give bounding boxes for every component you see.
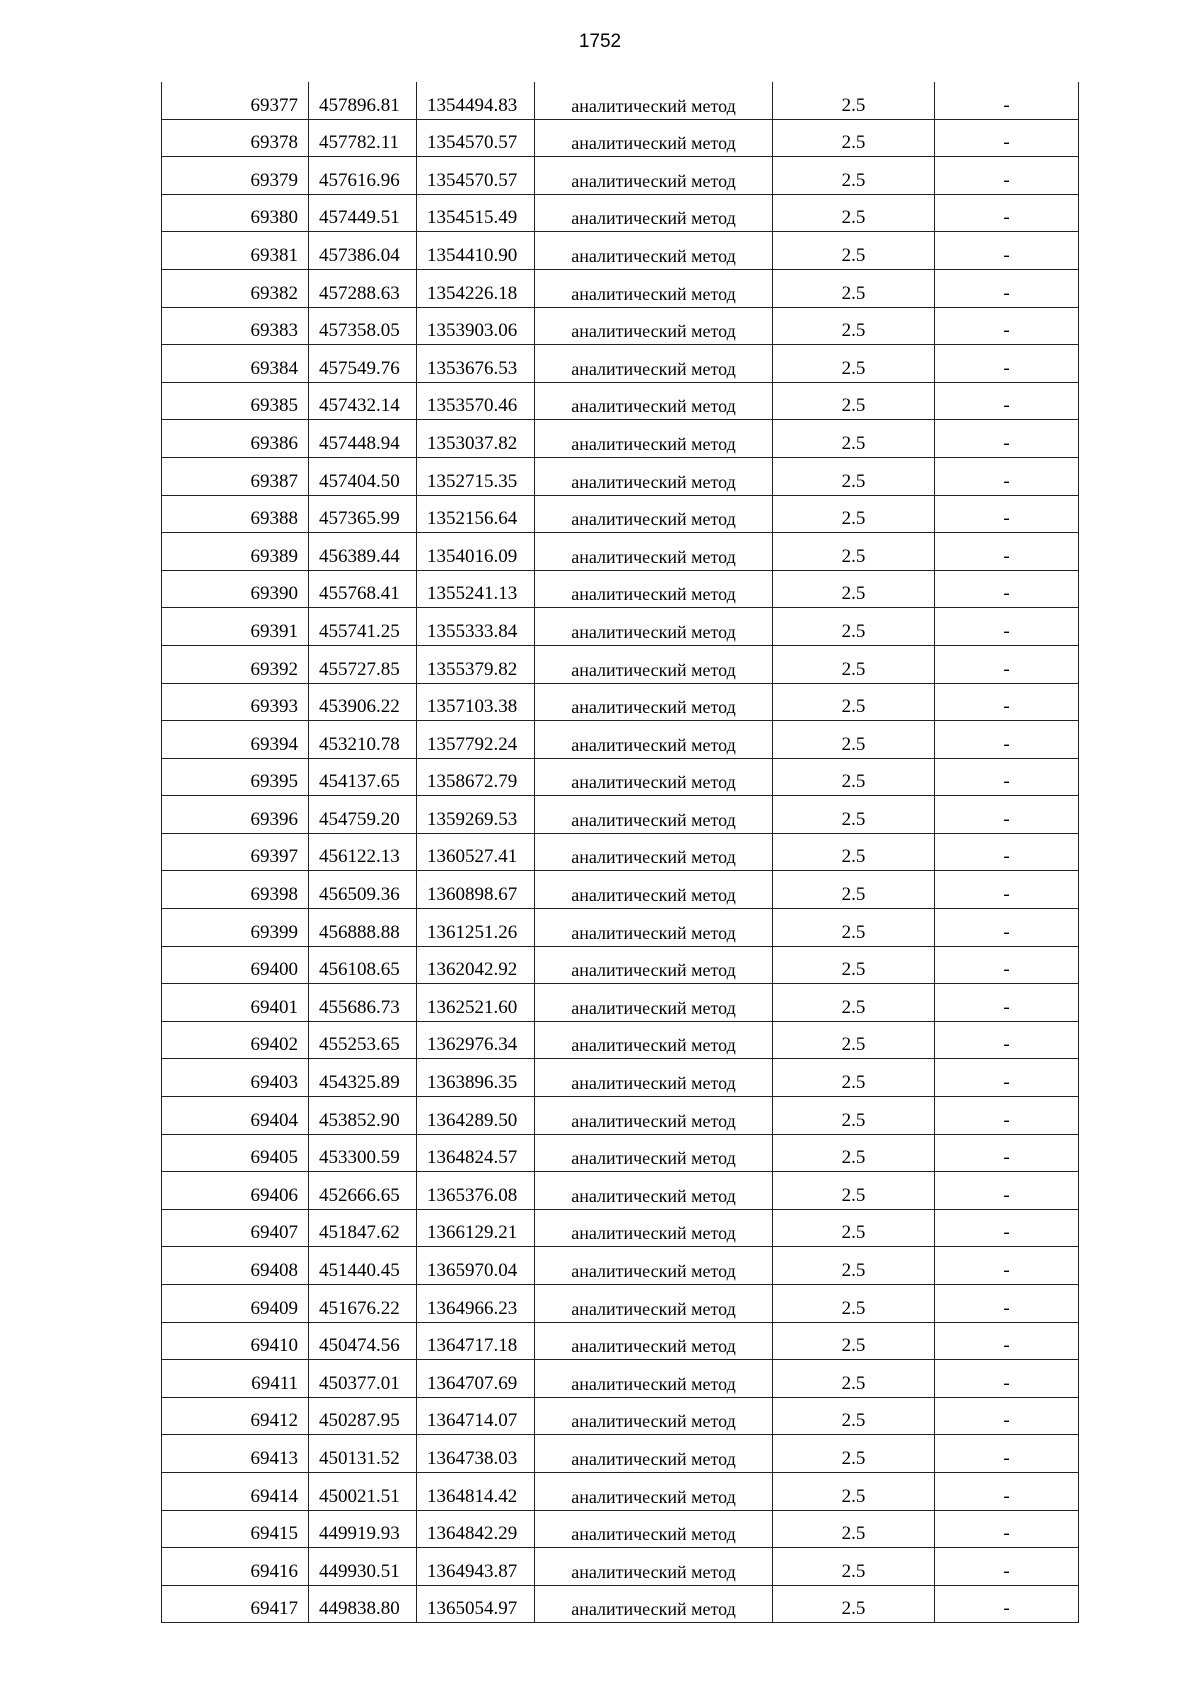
x-coordinate-cell: 455727.85	[309, 645, 417, 683]
table-row	[162, 1285, 1079, 1323]
point-number-cell: 69383	[162, 307, 309, 345]
x-coordinate-cell: 455768.41	[309, 570, 417, 608]
method-cell: аналитический метод	[535, 1472, 773, 1510]
method-cell: аналитический метод	[535, 382, 773, 420]
note-cell: -	[935, 871, 1079, 909]
method-cell: аналитический метод	[535, 345, 773, 383]
point-number-cell: 69379	[162, 157, 309, 195]
table-row	[162, 1397, 1079, 1435]
table-row	[162, 796, 1079, 834]
precision-cell: 2.5	[773, 495, 935, 533]
point-number-cell: 69410	[162, 1322, 309, 1360]
y-coordinate-cell: 1364814.42	[417, 1472, 535, 1510]
precision-cell: 2.5	[773, 796, 935, 834]
method-cell: аналитический метод	[535, 1021, 773, 1059]
y-coordinate-cell: 1354494.83	[417, 82, 535, 119]
note-cell: -	[935, 909, 1079, 947]
note-cell: -	[935, 570, 1079, 608]
y-coordinate-cell: 1366129.21	[417, 1209, 535, 1247]
method-cell: аналитический метод	[535, 909, 773, 947]
x-coordinate-cell: 457288.63	[309, 269, 417, 307]
y-coordinate-cell: 1364943.87	[417, 1548, 535, 1586]
method-cell: аналитический метод	[535, 420, 773, 458]
table-row	[162, 758, 1079, 796]
table-row	[162, 82, 1079, 119]
precision-cell: 2.5	[773, 420, 935, 458]
point-number-cell: 69406	[162, 1172, 309, 1210]
x-coordinate-cell: 457365.99	[309, 495, 417, 533]
x-coordinate-cell: 457404.50	[309, 457, 417, 495]
note-cell: -	[935, 758, 1079, 796]
y-coordinate-cell: 1355379.82	[417, 645, 535, 683]
note-cell: -	[935, 645, 1079, 683]
y-coordinate-cell: 1362521.60	[417, 984, 535, 1022]
precision-cell: 2.5	[773, 1097, 935, 1135]
x-coordinate-cell: 453852.90	[309, 1097, 417, 1135]
table-row	[162, 345, 1079, 383]
table-row	[162, 570, 1079, 608]
precision-cell: 2.5	[773, 1585, 935, 1623]
x-coordinate-cell: 450474.56	[309, 1322, 417, 1360]
note-cell: -	[935, 1021, 1079, 1059]
x-coordinate-cell: 457616.96	[309, 157, 417, 195]
y-coordinate-cell: 1364738.03	[417, 1435, 535, 1473]
table-row	[162, 457, 1079, 495]
table-row	[162, 1059, 1079, 1097]
table-row	[162, 833, 1079, 871]
method-cell: аналитический метод	[535, 1397, 773, 1435]
method-cell: аналитический метод	[535, 683, 773, 721]
note-cell: -	[935, 1397, 1079, 1435]
note-cell: -	[935, 1510, 1079, 1548]
table-row	[162, 1097, 1079, 1135]
x-coordinate-cell: 451847.62	[309, 1209, 417, 1247]
table-row	[162, 194, 1079, 232]
point-number-cell: 69408	[162, 1247, 309, 1285]
x-coordinate-cell: 455253.65	[309, 1021, 417, 1059]
x-coordinate-cell: 457896.81	[309, 82, 417, 119]
note-cell: -	[935, 82, 1079, 119]
point-number-cell: 69387	[162, 457, 309, 495]
method-cell: аналитический метод	[535, 495, 773, 533]
table-row	[162, 683, 1079, 721]
method-cell: аналитический метод	[535, 1285, 773, 1323]
precision-cell: 2.5	[773, 984, 935, 1022]
x-coordinate-cell: 453210.78	[309, 721, 417, 759]
y-coordinate-cell: 1353903.06	[417, 307, 535, 345]
table-row	[162, 946, 1079, 984]
method-cell: аналитический метод	[535, 1172, 773, 1210]
method-cell: аналитический метод	[535, 796, 773, 834]
point-number-cell: 69409	[162, 1285, 309, 1323]
note-cell: -	[935, 1209, 1079, 1247]
y-coordinate-cell: 1353676.53	[417, 345, 535, 383]
table-row	[162, 1209, 1079, 1247]
x-coordinate-cell: 450287.95	[309, 1397, 417, 1435]
y-coordinate-cell: 1364966.23	[417, 1285, 535, 1323]
method-cell: аналитический метод	[535, 758, 773, 796]
table-row	[162, 1585, 1079, 1623]
precision-cell: 2.5	[773, 157, 935, 195]
method-cell: аналитический метод	[535, 645, 773, 683]
precision-cell: 2.5	[773, 232, 935, 270]
y-coordinate-cell: 1354570.57	[417, 119, 535, 157]
x-coordinate-cell: 456122.13	[309, 833, 417, 871]
point-number-cell: 69398	[162, 871, 309, 909]
table-row	[162, 1435, 1079, 1473]
y-coordinate-cell: 1357103.38	[417, 683, 535, 721]
y-coordinate-cell: 1352156.64	[417, 495, 535, 533]
method-cell: аналитический метод	[535, 269, 773, 307]
table-row	[162, 495, 1079, 533]
point-number-cell: 69404	[162, 1097, 309, 1135]
point-number-cell: 69396	[162, 796, 309, 834]
y-coordinate-cell: 1354570.57	[417, 157, 535, 195]
precision-cell: 2.5	[773, 871, 935, 909]
x-coordinate-cell: 457358.05	[309, 307, 417, 345]
x-coordinate-cell: 457386.04	[309, 232, 417, 270]
method-cell: аналитический метод	[535, 1360, 773, 1398]
table-row	[162, 608, 1079, 646]
method-cell: аналитический метод	[535, 1059, 773, 1097]
note-cell: -	[935, 1435, 1079, 1473]
table-row	[162, 984, 1079, 1022]
method-cell: аналитический метод	[535, 608, 773, 646]
method-cell: аналитический метод	[535, 1134, 773, 1172]
point-number-cell: 69388	[162, 495, 309, 533]
table-row	[162, 307, 1079, 345]
precision-cell: 2.5	[773, 909, 935, 947]
table-row	[162, 1172, 1079, 1210]
x-coordinate-cell: 450021.51	[309, 1472, 417, 1510]
x-coordinate-cell: 449930.51	[309, 1548, 417, 1586]
note-cell: -	[935, 683, 1079, 721]
note-cell: -	[935, 1097, 1079, 1135]
point-number-cell: 69415	[162, 1510, 309, 1548]
x-coordinate-cell: 457432.14	[309, 382, 417, 420]
note-cell: -	[935, 307, 1079, 345]
x-coordinate-cell: 457449.51	[309, 194, 417, 232]
note-cell: -	[935, 457, 1079, 495]
precision-cell: 2.5	[773, 683, 935, 721]
precision-cell: 2.5	[773, 1134, 935, 1172]
method-cell: аналитический метод	[535, 82, 773, 119]
note-cell: -	[935, 1585, 1079, 1623]
y-coordinate-cell: 1360898.67	[417, 871, 535, 909]
note-cell: -	[935, 232, 1079, 270]
precision-cell: 2.5	[773, 1021, 935, 1059]
point-number-cell: 69411	[162, 1360, 309, 1398]
method-cell: аналитический метод	[535, 1097, 773, 1135]
point-number-cell: 69378	[162, 119, 309, 157]
y-coordinate-cell: 1364707.69	[417, 1360, 535, 1398]
y-coordinate-cell: 1354515.49	[417, 194, 535, 232]
precision-cell: 2.5	[773, 721, 935, 759]
table-row	[162, 645, 1079, 683]
point-number-cell: 69402	[162, 1021, 309, 1059]
table-row	[162, 909, 1079, 947]
precision-cell: 2.5	[773, 1247, 935, 1285]
method-cell: аналитический метод	[535, 194, 773, 232]
x-coordinate-cell: 449838.80	[309, 1585, 417, 1623]
precision-cell: 2.5	[773, 194, 935, 232]
note-cell: -	[935, 533, 1079, 571]
y-coordinate-cell: 1355241.13	[417, 570, 535, 608]
note-cell: -	[935, 194, 1079, 232]
precision-cell: 2.5	[773, 1397, 935, 1435]
y-coordinate-cell: 1364824.57	[417, 1134, 535, 1172]
x-coordinate-cell: 456509.36	[309, 871, 417, 909]
method-cell: аналитический метод	[535, 457, 773, 495]
y-coordinate-cell: 1355333.84	[417, 608, 535, 646]
precision-cell: 2.5	[773, 1172, 935, 1210]
y-coordinate-cell: 1354410.90	[417, 232, 535, 270]
table-row	[162, 1134, 1079, 1172]
point-number-cell: 69393	[162, 683, 309, 721]
method-cell: аналитический метод	[535, 232, 773, 270]
table-row	[162, 1322, 1079, 1360]
x-coordinate-cell: 452666.65	[309, 1172, 417, 1210]
precision-cell: 2.5	[773, 608, 935, 646]
note-cell: -	[935, 1285, 1079, 1323]
y-coordinate-cell: 1353037.82	[417, 420, 535, 458]
x-coordinate-cell: 453906.22	[309, 683, 417, 721]
note-cell: -	[935, 382, 1079, 420]
x-coordinate-cell: 455741.25	[309, 608, 417, 646]
note-cell: -	[935, 1059, 1079, 1097]
precision-cell: 2.5	[773, 382, 935, 420]
table-row	[162, 1510, 1079, 1548]
precision-cell: 2.5	[773, 1360, 935, 1398]
point-number-cell: 69382	[162, 269, 309, 307]
x-coordinate-cell: 456389.44	[309, 533, 417, 571]
table-row	[162, 119, 1079, 157]
y-coordinate-cell: 1361251.26	[417, 909, 535, 947]
x-coordinate-cell: 456888.88	[309, 909, 417, 947]
precision-cell: 2.5	[773, 82, 935, 119]
x-coordinate-cell: 457549.76	[309, 345, 417, 383]
precision-cell: 2.5	[773, 269, 935, 307]
precision-cell: 2.5	[773, 1322, 935, 1360]
note-cell: -	[935, 1548, 1079, 1586]
precision-cell: 2.5	[773, 1059, 935, 1097]
method-cell: аналитический метод	[535, 1585, 773, 1623]
point-number-cell: 69403	[162, 1059, 309, 1097]
precision-cell: 2.5	[773, 1548, 935, 1586]
note-cell: -	[935, 269, 1079, 307]
table-row	[162, 382, 1079, 420]
precision-cell: 2.5	[773, 1285, 935, 1323]
note-cell: -	[935, 984, 1079, 1022]
table-row	[162, 157, 1079, 195]
note-cell: -	[935, 1172, 1079, 1210]
point-number-cell: 69412	[162, 1397, 309, 1435]
method-cell: аналитический метод	[535, 1247, 773, 1285]
point-number-cell: 69384	[162, 345, 309, 383]
point-number-cell: 69405	[162, 1134, 309, 1172]
note-cell: -	[935, 157, 1079, 195]
precision-cell: 2.5	[773, 119, 935, 157]
method-cell: аналитический метод	[535, 1322, 773, 1360]
x-coordinate-cell: 457782.11	[309, 119, 417, 157]
table-row	[162, 269, 1079, 307]
method-cell: аналитический метод	[535, 1510, 773, 1548]
y-coordinate-cell: 1358672.79	[417, 758, 535, 796]
method-cell: аналитический метод	[535, 833, 773, 871]
point-number-cell: 69407	[162, 1209, 309, 1247]
point-number-cell: 69394	[162, 721, 309, 759]
point-number-cell: 69401	[162, 984, 309, 1022]
point-number-cell: 69386	[162, 420, 309, 458]
page-number: 1752	[578, 31, 622, 52]
y-coordinate-cell: 1359269.53	[417, 796, 535, 834]
y-coordinate-cell: 1354016.09	[417, 533, 535, 571]
y-coordinate-cell: 1364714.07	[417, 1397, 535, 1435]
y-coordinate-cell: 1360527.41	[417, 833, 535, 871]
point-number-cell: 69391	[162, 608, 309, 646]
table-row	[162, 1548, 1079, 1586]
method-cell: аналитический метод	[535, 1209, 773, 1247]
precision-cell: 2.5	[773, 1209, 935, 1247]
method-cell: аналитический метод	[535, 570, 773, 608]
x-coordinate-cell: 450377.01	[309, 1360, 417, 1398]
table-row	[162, 1247, 1079, 1285]
point-number-cell: 69381	[162, 232, 309, 270]
table-body	[162, 82, 1079, 1623]
point-number-cell: 69380	[162, 194, 309, 232]
y-coordinate-cell: 1365970.04	[417, 1247, 535, 1285]
precision-cell: 2.5	[773, 946, 935, 984]
x-coordinate-cell: 455686.73	[309, 984, 417, 1022]
note-cell: -	[935, 1247, 1079, 1285]
x-coordinate-cell: 454137.65	[309, 758, 417, 796]
table-row	[162, 1472, 1079, 1510]
point-number-cell: 69413	[162, 1435, 309, 1473]
point-number-cell: 69417	[162, 1585, 309, 1623]
table-row	[162, 533, 1079, 571]
table-row	[162, 232, 1079, 270]
precision-cell: 2.5	[773, 533, 935, 571]
precision-cell: 2.5	[773, 307, 935, 345]
y-coordinate-cell: 1362042.92	[417, 946, 535, 984]
note-cell: -	[935, 1360, 1079, 1398]
x-coordinate-cell: 454759.20	[309, 796, 417, 834]
method-cell: аналитический метод	[535, 1435, 773, 1473]
x-coordinate-cell: 453300.59	[309, 1134, 417, 1172]
table-row	[162, 1021, 1079, 1059]
y-coordinate-cell: 1354226.18	[417, 269, 535, 307]
point-number-cell: 69399	[162, 909, 309, 947]
point-number-cell: 69389	[162, 533, 309, 571]
point-number-cell: 69390	[162, 570, 309, 608]
precision-cell: 2.5	[773, 1435, 935, 1473]
x-coordinate-cell: 451676.22	[309, 1285, 417, 1323]
method-cell: аналитический метод	[535, 533, 773, 571]
coordinates-table	[161, 82, 1079, 1623]
y-coordinate-cell: 1362976.34	[417, 1021, 535, 1059]
note-cell: -	[935, 1322, 1079, 1360]
method-cell: аналитический метод	[535, 119, 773, 157]
point-number-cell: 69385	[162, 382, 309, 420]
x-coordinate-cell: 450131.52	[309, 1435, 417, 1473]
precision-cell: 2.5	[773, 645, 935, 683]
point-number-cell: 69400	[162, 946, 309, 984]
y-coordinate-cell: 1364717.18	[417, 1322, 535, 1360]
method-cell: аналитический метод	[535, 1548, 773, 1586]
method-cell: аналитический метод	[535, 946, 773, 984]
note-cell: -	[935, 796, 1079, 834]
note-cell: -	[935, 1472, 1079, 1510]
precision-cell: 2.5	[773, 1510, 935, 1548]
note-cell: -	[935, 1134, 1079, 1172]
note-cell: -	[935, 721, 1079, 759]
precision-cell: 2.5	[773, 570, 935, 608]
precision-cell: 2.5	[773, 833, 935, 871]
precision-cell: 2.5	[773, 457, 935, 495]
point-number-cell: 69392	[162, 645, 309, 683]
y-coordinate-cell: 1365376.08	[417, 1172, 535, 1210]
x-coordinate-cell: 451440.45	[309, 1247, 417, 1285]
note-cell: -	[935, 495, 1079, 533]
point-number-cell: 69397	[162, 833, 309, 871]
note-cell: -	[935, 608, 1079, 646]
x-coordinate-cell: 454325.89	[309, 1059, 417, 1097]
note-cell: -	[935, 420, 1079, 458]
method-cell: аналитический метод	[535, 984, 773, 1022]
y-coordinate-cell: 1353570.46	[417, 382, 535, 420]
table-row	[162, 1360, 1079, 1398]
y-coordinate-cell: 1363896.35	[417, 1059, 535, 1097]
method-cell: аналитический метод	[535, 721, 773, 759]
point-number-cell: 69416	[162, 1548, 309, 1586]
method-cell: аналитический метод	[535, 157, 773, 195]
precision-cell: 2.5	[773, 1472, 935, 1510]
table-row	[162, 871, 1079, 909]
point-number-cell: 69414	[162, 1472, 309, 1510]
note-cell: -	[935, 946, 1079, 984]
note-cell: -	[935, 119, 1079, 157]
table-row	[162, 721, 1079, 759]
method-cell: аналитический метод	[535, 307, 773, 345]
point-number-cell: 69377	[162, 82, 309, 119]
x-coordinate-cell: 457448.94	[309, 420, 417, 458]
note-cell: -	[935, 833, 1079, 871]
x-coordinate-cell: 449919.93	[309, 1510, 417, 1548]
y-coordinate-cell: 1352715.35	[417, 457, 535, 495]
y-coordinate-cell: 1364289.50	[417, 1097, 535, 1135]
table-row	[162, 420, 1079, 458]
y-coordinate-cell: 1357792.24	[417, 721, 535, 759]
point-number-cell: 69395	[162, 758, 309, 796]
x-coordinate-cell: 456108.65	[309, 946, 417, 984]
y-coordinate-cell: 1365054.97	[417, 1585, 535, 1623]
precision-cell: 2.5	[773, 758, 935, 796]
y-coordinate-cell: 1364842.29	[417, 1510, 535, 1548]
note-cell: -	[935, 345, 1079, 383]
method-cell: аналитический метод	[535, 871, 773, 909]
precision-cell: 2.5	[773, 345, 935, 383]
